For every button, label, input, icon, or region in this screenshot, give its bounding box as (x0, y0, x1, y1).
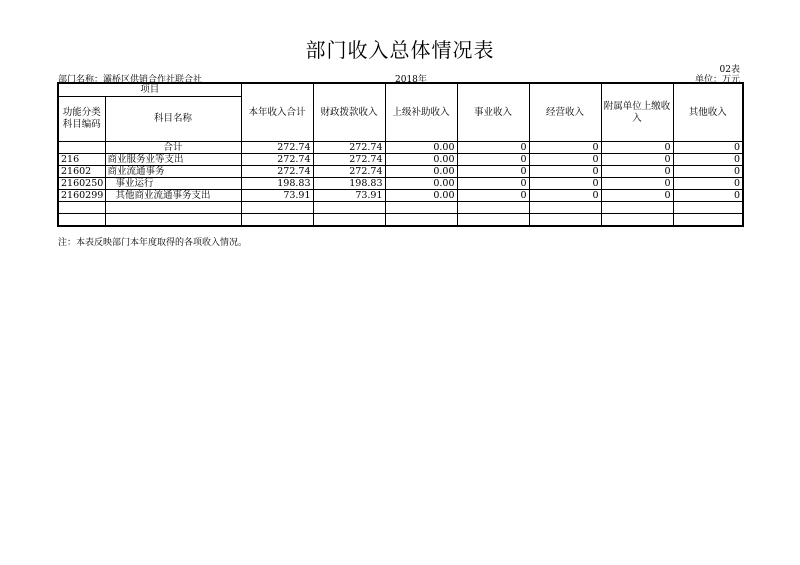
cell-other: 0 (673, 166, 743, 178)
cell-total: 73.91 (241, 190, 313, 202)
cell-operating: 0 (529, 190, 601, 202)
header-total: 本年收入合计 (241, 83, 313, 142)
cell-business: 0 (457, 142, 529, 154)
table-row (58, 142, 743, 154)
cell-affiliated: 0 (601, 166, 673, 178)
cell-fiscal: 272.74 (313, 166, 385, 178)
cell-total: 198.83 (241, 178, 313, 190)
table-row-empty (58, 202, 743, 214)
header-project: 项目 (58, 83, 241, 97)
cell-fiscal: 198.83 (313, 178, 385, 190)
cell-name: 商业服务业等支出 (105, 154, 241, 166)
department-name: 部门名称：灞桥区供销合作社联合社 (58, 75, 203, 85)
income-table (57, 82, 744, 227)
footnote: 注：本表反映部门本年度取得的各项收入情况。 (58, 238, 248, 248)
cell-name: 其他商业流通事务支出 (105, 190, 241, 202)
cell-fiscal: 272.74 (313, 142, 385, 154)
header-subject-name: 科目名称 (105, 97, 241, 142)
header-operating: 经营收入 (529, 83, 601, 142)
header-business: 事业收入 (457, 83, 529, 142)
cell-operating: 0 (529, 142, 601, 154)
cell-affiliated: 0 (601, 178, 673, 190)
header-func-code: 功能分类科目编码 (58, 97, 105, 142)
cell-affiliated: 0 (601, 154, 673, 166)
cell-affiliated: 0 (601, 142, 673, 154)
cell-superior: 0.00 (385, 178, 457, 190)
cell-code (58, 142, 105, 154)
header-fiscal: 财政拨款收入 (313, 83, 385, 142)
cell-name: 合计 (105, 142, 241, 154)
report-year: 2018年 (395, 75, 427, 85)
header-other: 其他收入 (673, 83, 743, 142)
cell-superior: 0.00 (385, 190, 457, 202)
table-row (58, 166, 743, 178)
cell-other: 0 (673, 142, 743, 154)
cell-business: 0 (457, 178, 529, 190)
cell-operating: 0 (529, 178, 601, 190)
cell-total: 272.74 (241, 166, 313, 178)
cell-code: 2160250 (58, 178, 105, 190)
cell-code: 21602 (58, 166, 105, 178)
cell-business: 0 (457, 154, 529, 166)
header-superior: 上级补助收入 (385, 83, 457, 142)
cell-business: 0 (457, 190, 529, 202)
cell-operating: 0 (529, 154, 601, 166)
cell-other: 0 (673, 154, 743, 166)
cell-operating: 0 (529, 166, 601, 178)
cell-superior: 0.00 (385, 154, 457, 166)
table-row (58, 154, 743, 166)
cell-business: 0 (457, 166, 529, 178)
table-number: 02表 (719, 65, 740, 75)
cell-fiscal: 73.91 (313, 190, 385, 202)
cell-other: 0 (673, 178, 743, 190)
cell-total: 272.74 (241, 142, 313, 154)
cell-total: 272.74 (241, 154, 313, 166)
unit-label: 单位：万元 (694, 75, 740, 85)
header-affiliated: 附属单位上缴收入 (601, 83, 673, 142)
cell-superior: 0.00 (385, 142, 457, 154)
table-row (58, 178, 743, 190)
cell-superior: 0.00 (385, 166, 457, 178)
cell-name: 事业运行 (105, 178, 241, 190)
page-title: 部门收入总体情况表 (305, 38, 495, 62)
table-row-empty (58, 214, 743, 227)
cell-other: 0 (673, 190, 743, 202)
cell-fiscal: 272.74 (313, 154, 385, 166)
table-row (58, 190, 743, 202)
cell-code: 216 (58, 154, 105, 166)
cell-affiliated: 0 (601, 190, 673, 202)
cell-code: 2160299 (58, 190, 105, 202)
cell-name: 商业流通事务 (105, 166, 241, 178)
